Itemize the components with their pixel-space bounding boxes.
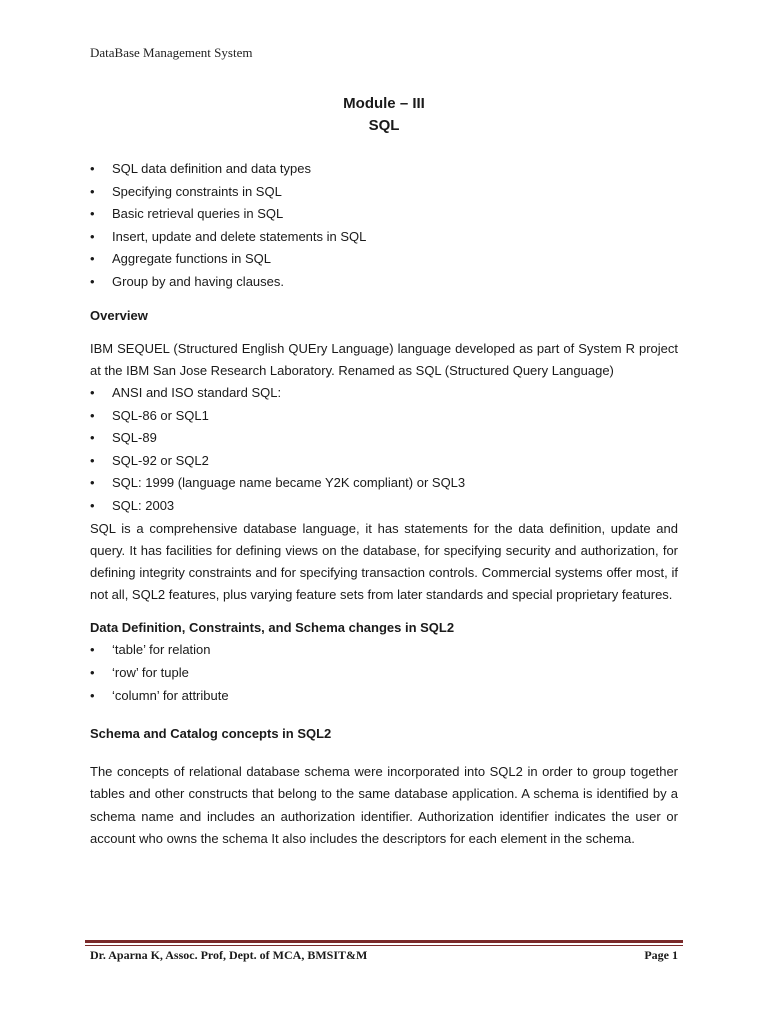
schema-body: The concepts of relational database schema were incorporated into SQL2 in order to group together tables and other constructs that belong to the same database application. A schema is identified by a schema name and includes an authorization identifier. Authorization identifier indicates the user or account who owns the schema It also includes the descriptors for each element in the schema. — [90, 764, 678, 846]
list-item — [90, 248, 678, 271]
standard-text: SQL-92 or SQL2 — [112, 452, 209, 468]
module-title: Module – III — [343, 95, 425, 112]
list-item — [90, 685, 678, 708]
document-body — [90, 158, 678, 850]
list-item — [90, 158, 678, 181]
bullet-icon: • — [90, 161, 95, 176]
topic-text: Basic retrieval queries in SQL — [112, 206, 284, 222]
list-item — [90, 226, 678, 249]
page-header: DataBase Management System — [90, 45, 253, 60]
overview-heading: Overview — [90, 307, 148, 323]
terms-list — [90, 639, 678, 707]
title-block — [0, 93, 768, 137]
list-item — [90, 662, 678, 685]
list-item — [90, 181, 678, 204]
bullet-icon: • — [90, 407, 95, 423]
bullet-icon: • — [90, 251, 95, 267]
footer-author: Dr. Aparna K, Assoc. Prof, Dept. of MCA, BMSIT&M — [90, 948, 368, 962]
page-footer — [90, 948, 678, 963]
standard-text: SQL: 2003 — [112, 497, 175, 513]
term-text: ‘table’ for relation — [112, 642, 211, 658]
page-number: Page 1 — [644, 948, 678, 962]
list-item — [90, 203, 678, 226]
bullet-icon: • — [90, 664, 95, 680]
list-item — [90, 639, 678, 662]
bullet-icon: • — [90, 228, 95, 244]
topic-text: Aggregate functions in SQL — [112, 251, 271, 267]
topic-text: Insert, update and delete statements in SQL — [112, 228, 367, 244]
standard-text: SQL-89 — [112, 430, 157, 446]
bullet-icon: • — [90, 475, 95, 491]
topics-list — [90, 158, 678, 294]
overview-intro: IBM SEQUEL (Structured English QUEry Language) language developed as part of System R project at the IBM San Jose Research Laboratory. Renamed as SQL (Structured Query Language) — [90, 340, 678, 378]
bullet-icon: • — [90, 273, 95, 289]
term-text: ‘column’ for attribute — [112, 687, 229, 703]
list-item — [90, 427, 678, 450]
bullet-icon: • — [90, 384, 95, 400]
list-item — [90, 382, 678, 405]
standard-text: ANSI and ISO standard SQL: — [112, 384, 282, 400]
list-item — [90, 472, 678, 495]
bullet-icon: • — [90, 183, 95, 199]
module-subtitle: SQL — [368, 117, 400, 134]
bullet-icon: • — [90, 687, 95, 703]
bullet-icon: • — [90, 642, 95, 658]
list-item — [90, 271, 678, 294]
standards-list — [90, 382, 678, 518]
term-text: ‘row’ for tuple — [112, 664, 189, 680]
list-item — [90, 450, 678, 473]
bullet-icon: • — [90, 430, 95, 446]
standard-text: SQL-86 or SQL1 — [112, 407, 209, 423]
bullet-icon: • — [90, 452, 95, 468]
bullet-icon: • — [90, 206, 95, 222]
list-item — [90, 495, 678, 518]
schema-heading: Schema and Catalog concepts in SQL2 — [90, 726, 332, 742]
data-definition-heading: Data Definition, Constraints, and Schema changes in SQL2 — [90, 620, 455, 636]
topic-text: SQL data definition and data types — [112, 161, 311, 176]
list-item — [90, 405, 678, 428]
topic-text: Group by and having clauses. — [112, 273, 284, 289]
standard-text: SQL: 1999 (language name became Y2K compliant) or SQL3 — [112, 475, 466, 491]
bullet-icon: • — [90, 497, 95, 513]
overview-body: SQL is a comprehensive database language, it has statements for the data definition, update and query. It has facilities for defining views on the database, for specifying security and authorization, for defining integrity constraints and for specifying transaction controls. Commercial systems offer most, if not all, SQL2 features, plus varying feature sets from later standards and special proprietary features. — [90, 520, 678, 603]
footer-divider — [85, 940, 683, 946]
topic-text: Specifying constraints in SQL — [112, 183, 282, 199]
